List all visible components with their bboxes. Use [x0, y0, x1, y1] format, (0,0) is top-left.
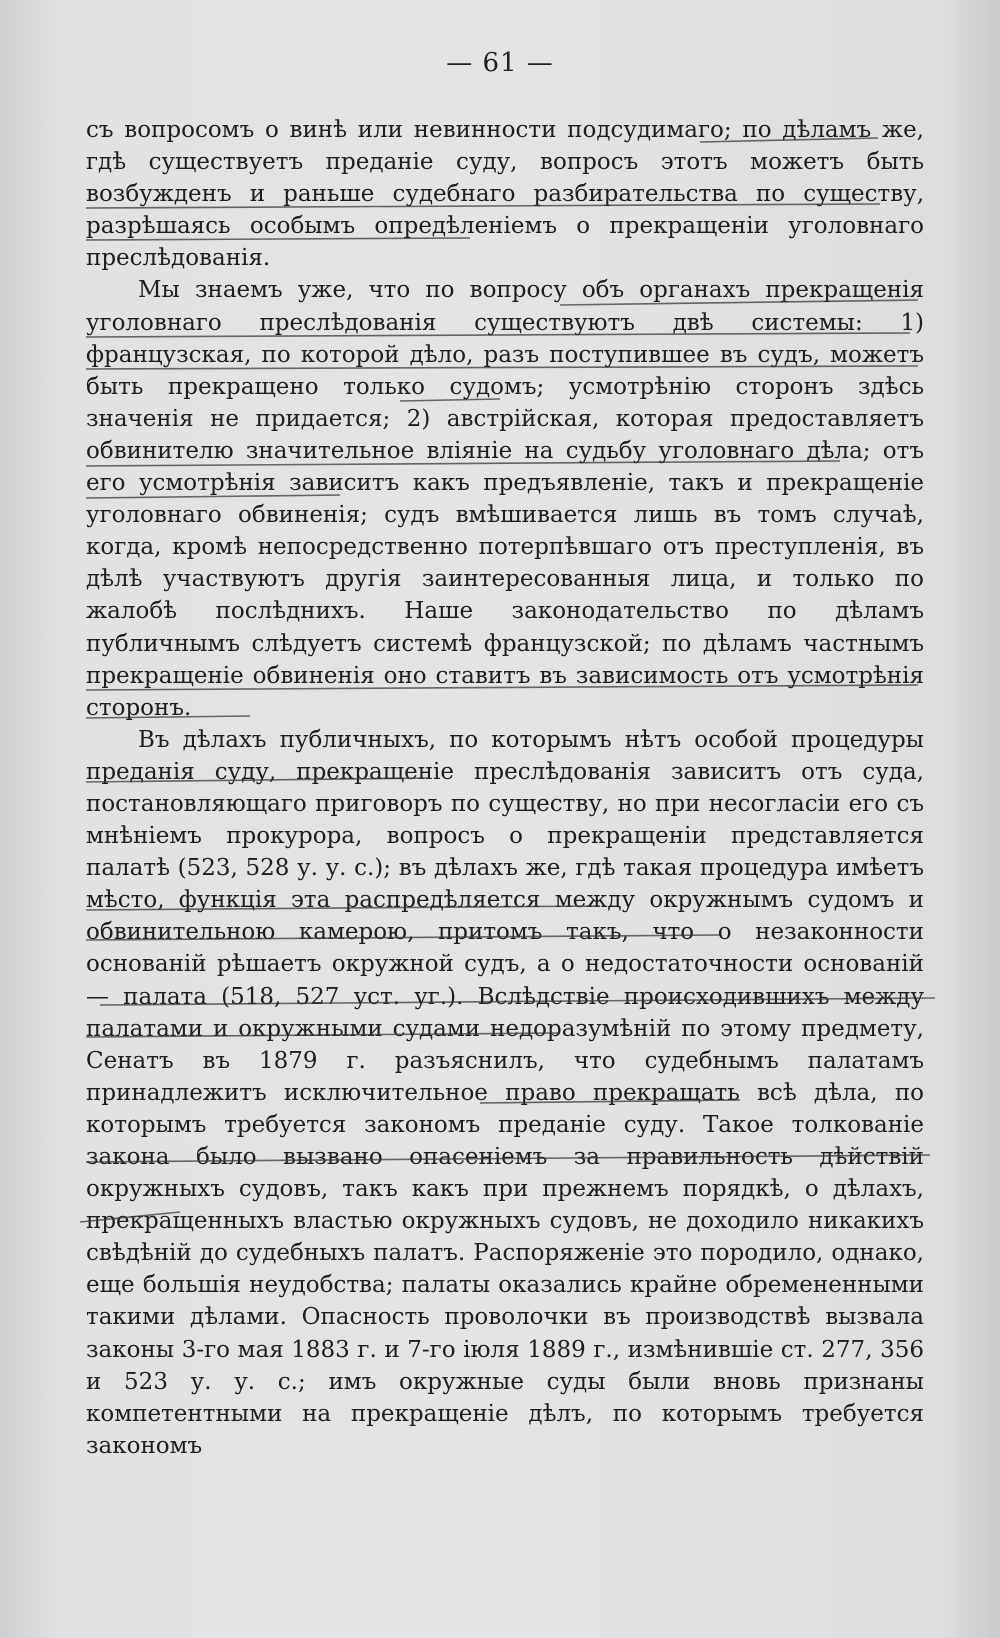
body-text [86, 114, 924, 1462]
paragraph-3: Въ дѣлахъ публичныхъ, по которымъ нѣтъ особой процедуры преданія суду, прекращеніе преслѣдованія зависитъ отъ суда, постановляющаго приговоръ по существу, но при несогласіи его съ мнѣніемъ прокурора, вопросъ о прекращеніи представляется палатѣ (523, 528 у. у. с.); въ дѣлахъ же, гдѣ такая процедура имѣетъ мѣсто, функція эта распредѣляется между окружнымъ судомъ и обвинительною камерою, притомъ такъ, что о незаконности основаній рѣшаетъ окружной судъ, а о недостаточности основаній — палата (518, 527 уст. уг.). Вслѣдствіе происходившихъ между палатами и окружными судами недоразумѣній по этому предмету, Сенатъ въ 1879 г. разъяснилъ, что судебнымъ палатамъ принадлежитъ исключительное право прекращать всѣ дѣла, по которымъ требуется закономъ преданіе суду. Такое толкованіе закона было вызвано опасеніемъ за правильность дѣйствій окружныхъ судовъ, такъ какъ при прежнемъ порядкѣ, о дѣлахъ, прекращенныхъ властью окружныхъ судовъ, не доходило никакихъ свѣдѣній до судебныхъ палатъ. Распоряженіе это породило, однако, еще большія неудобства; палаты оказались крайне обремененными такими дѣлами. Опасность проволочки въ производствѣ вызвала законы 3-го мая 1883 г. и 7-го іюля 1889 г., измѣнившіе ст. 277, 356 и 523 у. у. с.; имъ окружные суды были вновь признаны компетентными на прекращеніе дѣлъ, по которымъ требуется закономъ [86, 726, 924, 1459]
paragraph-1: съ вопросомъ о винѣ или невинности подсудимаго; по дѣламъ же, гдѣ существуетъ преданіе суду, вопросъ этотъ можетъ быть возбужденъ и раньше судебнаго разбирательства по существу, разрѣшаясь особымъ опредѣленіемъ о прекращеніи уголовнаго преслѣдованія. [86, 117, 924, 272]
paragraph-2: Мы знаемъ уже, что по вопросу объ органахъ прекращенія уголовнаго преслѣдованія существуютъ двѣ системы: 1) французская, по которой дѣло, разъ поступившее въ судъ, можетъ быть прекращено только судомъ; усмотрѣнію сторонъ здѣсь значенія не придается; 2) австрійская, которая предоставляетъ обвинителю значительное вліяніе на судьбу уголовнаго дѣла; отъ его усмотрѣнія зависитъ какъ предъявленіе, такъ и прекращеніе уголовнаго обвиненія; судъ вмѣшивается лишь въ томъ случаѣ, когда, кромѣ непосредственно потерпѣвшаго отъ преступленія, въ дѣлѣ участвуютъ другія заинтересованныя лица, и только по жалобѣ послѣднихъ. Наше законодательство по дѣламъ публичнымъ слѣдуетъ системѣ французской; по дѣламъ частнымъ прекращеніе обвиненія оно ставитъ въ зависимость отъ усмотрѣнія сторонъ. [86, 277, 924, 721]
page-number: — 61 — [446, 48, 554, 78]
